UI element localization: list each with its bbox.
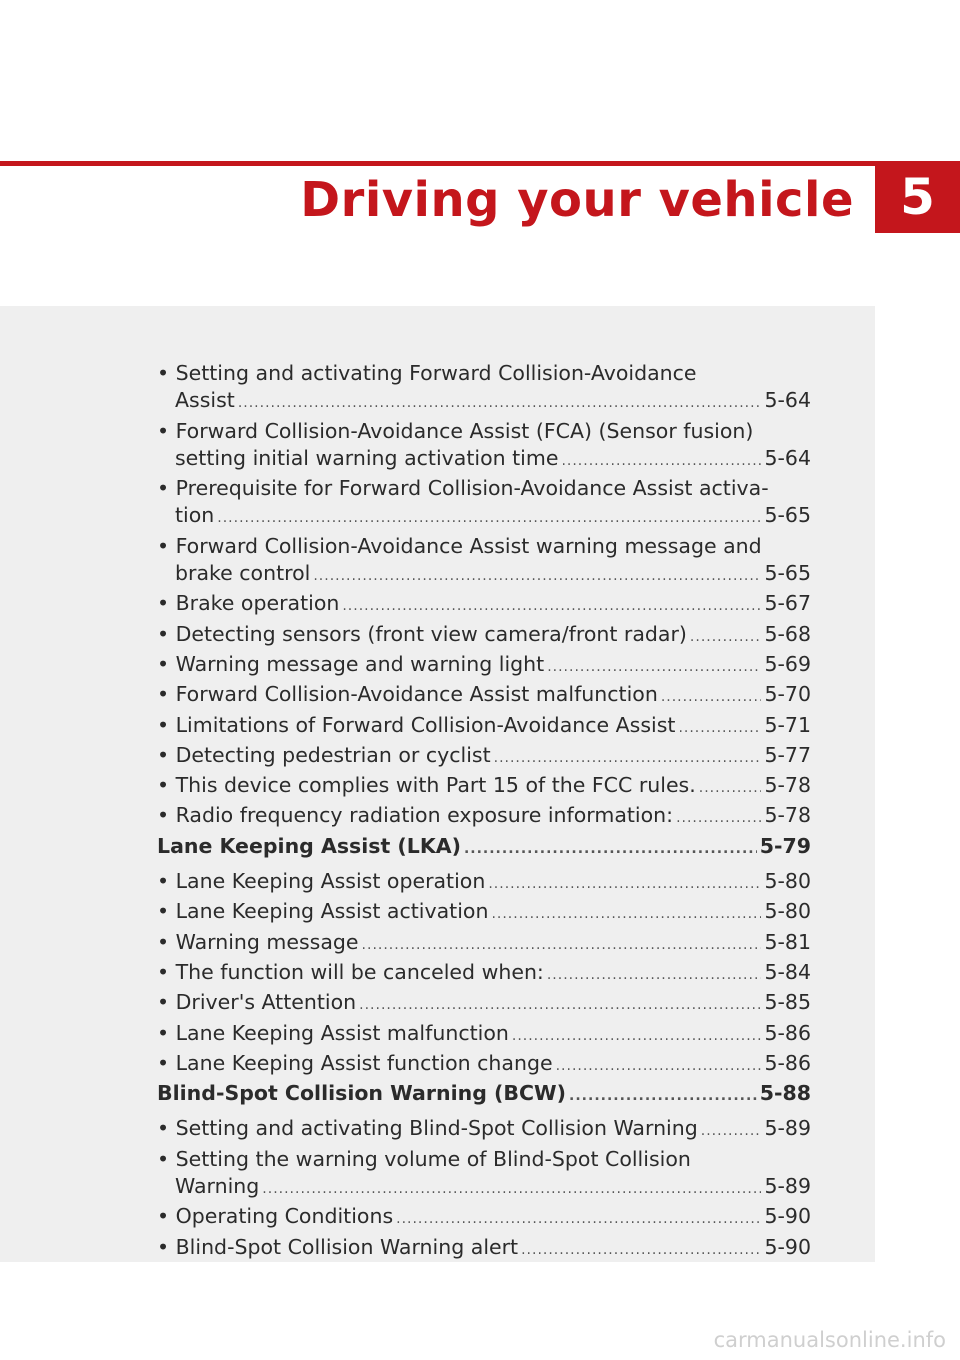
toc-entry-text: • This device complies with Part 15 of the FCC rules. <box>157 773 696 798</box>
toc-page-number: 5-78 <box>764 803 811 828</box>
toc-entry[interactable] <box>157 590 811 620</box>
toc-entry[interactable] <box>157 742 811 772</box>
toc-entry-text: Blind-Spot Collision Warning (BCW) <box>157 1081 567 1106</box>
toc-page-number: 5-81 <box>764 929 811 954</box>
toc-page-number: 5-71 <box>764 712 811 737</box>
dot-leader <box>699 772 762 802</box>
toc-entry-text: Warning <box>175 1174 260 1199</box>
dot-leader <box>661 681 762 711</box>
dot-leader <box>396 1203 761 1233</box>
toc-entry-text: • Detecting sensors (front view camera/front radar) <box>157 621 687 646</box>
header-rule <box>0 161 875 166</box>
dot-leader <box>547 651 761 681</box>
toc-page-number: 5-86 <box>764 1050 811 1075</box>
toc-entry-text: • Detecting pedestrian or cyclist <box>157 742 491 767</box>
toc-page-number: 5-64 <box>764 388 811 413</box>
toc-entry-text: • Prerequisite for Forward Collision-Avoidance Assist activa- <box>157 476 769 501</box>
toc-entry-text: • Blind-Spot Collision Warning alert <box>157 1234 519 1259</box>
toc-entry[interactable] <box>157 802 811 832</box>
toc-entry[interactable] <box>157 1020 811 1050</box>
toc-entry-text: • Warning message <box>157 929 359 954</box>
toc-entry[interactable] <box>157 959 811 989</box>
toc-entry-text: • Lane Keeping Assist operation <box>157 869 486 894</box>
dot-leader <box>701 1115 762 1145</box>
toc-entry-text: brake control <box>175 561 311 586</box>
toc-page-number: 5-67 <box>764 591 811 616</box>
toc-entry-text: • The function will be canceled when: <box>157 959 544 984</box>
dot-leader <box>512 1020 762 1050</box>
dot-leader <box>494 742 762 772</box>
toc-entry-text: • Setting and activating Blind-Spot Collision Warning <box>157 1116 698 1141</box>
toc-page-number: 5-70 <box>764 682 811 707</box>
toc-entry-text: • Driver's Attention <box>157 990 357 1015</box>
toc-entry-text: • Setting and activating Forward Collision-Avoidance <box>157 361 697 385</box>
toc-page-number: 5-86 <box>764 1020 811 1045</box>
toc-page-number: 5-77 <box>764 742 811 767</box>
toc-page-number: 5-84 <box>764 959 811 984</box>
toc-page-number: 5-68 <box>764 621 811 646</box>
toc-entry[interactable] <box>157 681 811 711</box>
dot-leader <box>464 833 757 863</box>
toc-entry[interactable] <box>157 475 811 533</box>
table-of-contents <box>157 360 811 1264</box>
toc-page-number: 5-69 <box>764 651 811 676</box>
toc-page-number: 5-78 <box>764 773 811 798</box>
toc-section-heading[interactable] <box>157 833 811 863</box>
toc-page-number: 5-89 <box>764 1116 811 1141</box>
toc-entry[interactable] <box>157 533 811 591</box>
toc-entry-text: • Warning message and warning light <box>157 651 545 676</box>
dot-leader <box>313 560 761 590</box>
toc-entry[interactable] <box>157 868 811 898</box>
toc-entry-text: tion <box>175 503 215 528</box>
toc-page-number: 5-90 <box>764 1204 811 1229</box>
toc-entry-text: • Limitations of Forward Collision-Avoidance Assist <box>157 712 676 737</box>
toc-entry[interactable] <box>157 621 811 651</box>
toc-entry-text: Assist <box>175 388 235 413</box>
toc-entry[interactable] <box>157 929 811 959</box>
toc-entry-text: setting initial warning activation time <box>175 445 559 470</box>
toc-entry-text: • Operating Conditions <box>157 1204 394 1229</box>
dot-leader <box>362 929 762 959</box>
dot-leader <box>690 621 762 651</box>
dot-leader <box>547 959 762 989</box>
watermark: carmanualsonline.info <box>713 1328 946 1352</box>
toc-page-number: 5-88 <box>759 1081 811 1106</box>
toc-entry[interactable] <box>157 1115 811 1145</box>
dot-leader <box>342 590 761 620</box>
chapter-number-tab: 5 <box>875 161 960 233</box>
dot-leader <box>676 802 761 832</box>
toc-entry[interactable] <box>157 898 811 928</box>
toc-page-number: 5-85 <box>764 990 811 1015</box>
toc-page-number: 5-64 <box>764 445 811 470</box>
toc-page-number: 5-90 <box>764 1234 811 1259</box>
toc-entry[interactable] <box>157 772 811 802</box>
toc-entry[interactable] <box>157 1146 811 1204</box>
toc-entry-text: • Forward Collision-Avoidance Assist malfunction <box>157 682 658 707</box>
toc-page-number: 5-65 <box>764 503 811 528</box>
toc-section-heading[interactable] <box>157 1080 811 1110</box>
toc-entry-text: • Lane Keeping Assist malfunction <box>157 1020 509 1045</box>
dot-leader <box>359 989 761 1019</box>
dot-leader <box>491 898 761 928</box>
dot-leader <box>488 868 761 898</box>
toc-entry[interactable] <box>157 1050 811 1080</box>
toc-page-number: 5-65 <box>764 561 811 586</box>
toc-entry-text: • Lane Keeping Assist function change <box>157 1050 553 1075</box>
toc-entry[interactable] <box>157 989 811 1019</box>
dot-leader <box>678 712 761 742</box>
toc-page-number: 5-79 <box>759 833 811 858</box>
dot-leader <box>262 1173 761 1203</box>
dot-leader <box>556 1050 762 1080</box>
toc-entry-text: • Brake operation <box>157 591 340 616</box>
toc-page-number: 5-89 <box>764 1174 811 1199</box>
toc-entry[interactable] <box>157 651 811 681</box>
toc-page-number: 5-80 <box>764 869 811 894</box>
toc-entry[interactable] <box>157 418 811 476</box>
chapter-title: Driving your vehicle <box>300 172 854 228</box>
toc-entry-text: • Radio frequency radiation exposure information: <box>157 803 674 828</box>
toc-entry[interactable] <box>157 1203 811 1233</box>
toc-page-number: 5-80 <box>764 899 811 924</box>
toc-entry[interactable] <box>157 1234 811 1264</box>
toc-entry-text: • Forward Collision-Avoidance Assist (FCA) (Sensor fusion) <box>157 418 754 443</box>
dot-leader <box>561 445 761 475</box>
toc-entry[interactable] <box>157 712 811 742</box>
dot-leader <box>569 1080 757 1110</box>
dot-leader <box>238 387 762 417</box>
dot-leader <box>217 502 761 532</box>
toc-entry-text: Lane Keeping Assist (LKA) <box>157 833 461 858</box>
dot-leader <box>521 1234 761 1264</box>
toc-entry-text: • Lane Keeping Assist activation <box>157 899 489 924</box>
toc-entry-text: • Setting the warning volume of Blind-Spot Collision <box>157 1146 691 1171</box>
toc-entry[interactable] <box>157 360 811 418</box>
toc-entry-text: • Forward Collision-Avoidance Assist warning message and <box>157 533 762 558</box>
